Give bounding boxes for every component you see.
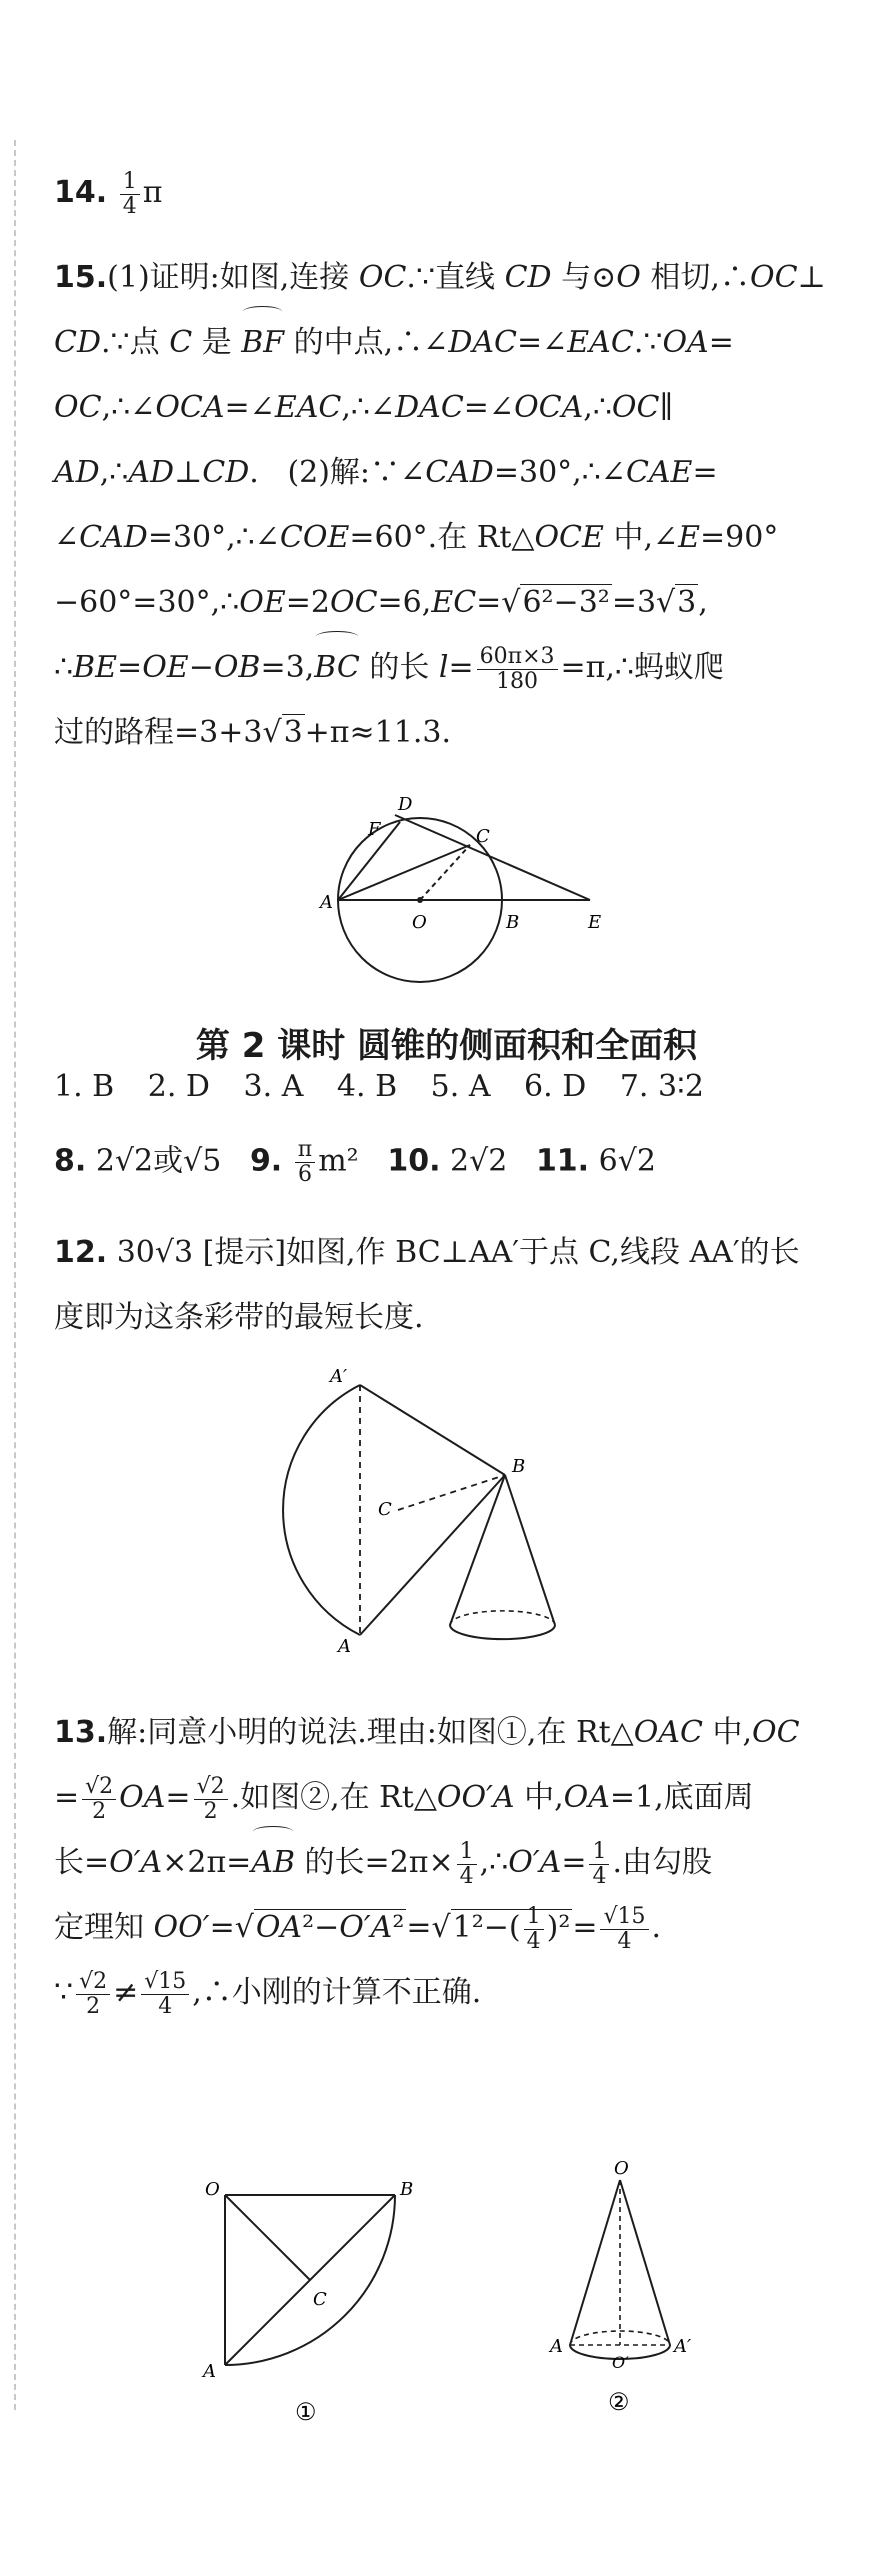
q13-line-5: ∵ $\frac{√2}{2}$ ≠ $\frac{√15}{4}$ ,∴小刚的计算不正确. [54, 1968, 482, 2019]
label-F: F [368, 819, 381, 840]
q15-line-8: 过的路程=3+3√3+π≈11.3. [54, 715, 451, 750]
fraction: $\frac{1}{4}$ [120, 170, 140, 219]
q15-line-6: −60°=30°,∴OE=2OC=6,EC=√6²−3²=3√3, [54, 585, 708, 620]
q13-line-3: 长=O′A×2π=AB 的长=2π× $\frac{1}{4}$ ,∴O′A= $\frac{1}{4}$ .由勾股 [54, 1830, 844, 1895]
label-O-prime: O′ [612, 2353, 629, 2372]
label-B: B [506, 912, 520, 933]
label-A-prime: A′ [674, 2336, 692, 2357]
figure-caption-1: ① [295, 2398, 317, 2426]
question-number: 14. [54, 175, 108, 210]
answer-13 [54, 1700, 844, 2025]
answer-14: 14. $\frac{1}{4}$ π [54, 168, 163, 219]
q13-line-1: 13.解:同意小明的说法.理由:如图①,在 Rt△OAC 中,OC [54, 1715, 800, 1750]
figure-cone [540, 2160, 720, 2430]
figure-caption-2: ② [608, 2388, 630, 2416]
q15-line-3: OC,∴∠OCA=∠EAC,∴∠DAC=∠OCA,∴OC∥ [54, 390, 674, 425]
label-O: O [412, 912, 427, 933]
q15-line-1: 15.(1)证明:如图,连接 OC.∵直线 CD 与⊙O 相切,∴OC⊥ [54, 260, 826, 295]
section-title: 第 2 课时 圆锥的侧面积和全面积 [195, 1026, 698, 1066]
label-B: B [400, 2179, 414, 2200]
figure-circle-tangent [320, 794, 620, 995]
label-O: O [205, 2179, 220, 2200]
q15-line-4: AD,∴AD⊥CD. (2)解:∵∠CAD=30°,∴∠CAE= [54, 455, 718, 490]
answers-row-1: 1. B 2. D 3. A 4. B 5. A 6. D 7. 3∶2 [54, 1069, 704, 1104]
label-O: O [614, 2158, 629, 2179]
q13-line-2: = $\frac{√2}{2}$ OA= $\frac{√2}{2}$ .如图②,在 Rt△OO′A 中,OA=1,底面周 [54, 1773, 754, 1824]
q15-line-7: ∴BE=OE−OB=3,BC 的长 l= $\frac{60\pi\times 3}{180}$ =π,∴蚂蚁爬 [54, 635, 844, 700]
label-C: C [476, 826, 490, 847]
figure-cone-unrolled [320, 1360, 580, 1660]
label-E: E [588, 912, 602, 933]
answers-row-2: 8. 2√2或√5 9. $\frac{\pi}{6}$ m² 10. 2√2 11. 6√2 [54, 1137, 656, 1187]
label-A-prime: A′ [330, 1366, 348, 1387]
label-C: C [313, 2289, 327, 2310]
answer-12: 12. 30√3 [提示]如图,作 BC⊥AA′于点 C,线段 AA′的长 度即为这条彩带的最短长度. [54, 1235, 800, 1335]
q15-line-2: CD.∵点 C 是 BF 的中点,∴∠DAC=∠EAC.∵OA= [54, 310, 844, 375]
margin-dashed-line [14, 140, 16, 2410]
label-A: A [550, 2336, 563, 2357]
figure-quarter-circle [195, 2165, 425, 2430]
label-A: A [203, 2361, 216, 2382]
label-C: C [378, 1499, 392, 1520]
label-A: A [320, 892, 333, 913]
label-D: D [398, 794, 413, 815]
q15-line-5: ∠CAD=30°,∴∠COE=60°.在 Rt△OCE 中,∠E=90° [54, 520, 779, 555]
label-B: B [512, 1456, 526, 1477]
label-A: A [338, 1636, 351, 1657]
answer-15 [54, 245, 844, 765]
q13-line-4: 定理知 OO′=√OA²−O′A²=√1²−( $\frac{1}{4}$ )²= $\frac{√15}{4}$ . [54, 1903, 662, 1954]
